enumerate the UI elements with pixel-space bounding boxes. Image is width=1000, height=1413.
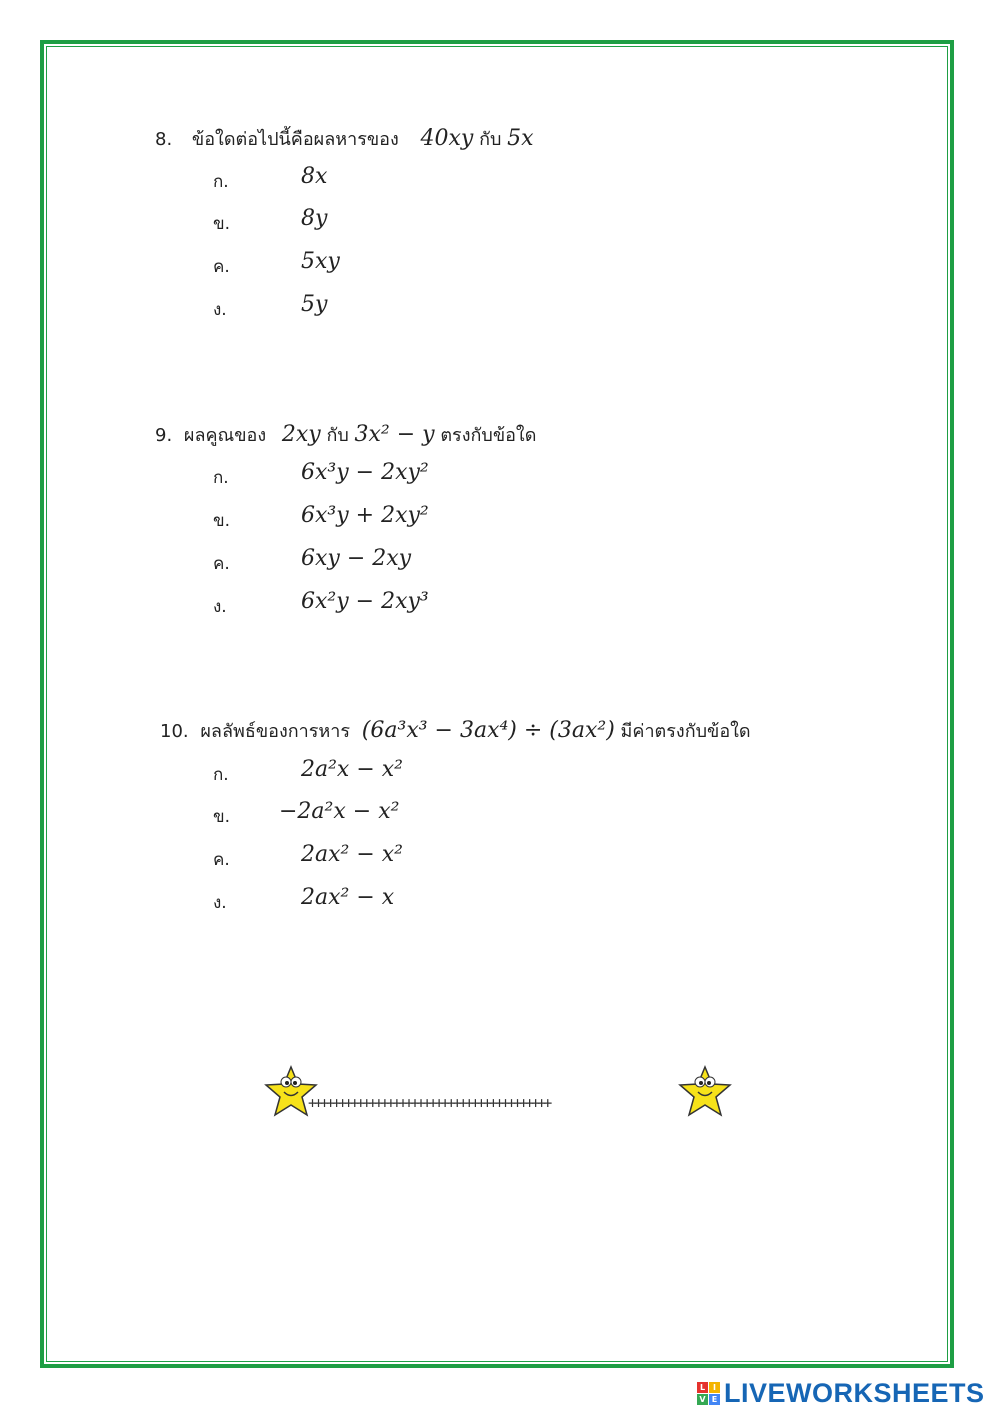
question-number: 9. [155,425,173,446]
math-expression: 3x² − y [354,422,435,447]
page-border-inner [46,46,948,1362]
option-label: ง. [213,300,227,320]
option-label: ก. [213,172,229,192]
option-value: 6x³y + 2xy² [301,503,429,528]
option-label: ข. [213,807,231,827]
option-value: 6x²y − 2xy³ [301,589,429,614]
option-label: ค. [213,257,230,277]
plus-line: ++++++++++++++++++++++++++++++++++++++++ [308,1094,550,1112]
star-icon [678,1065,732,1119]
question-9 [155,420,536,449]
logo-text: LIVEWORKSHEETS [724,1378,985,1408]
option-value: 2ax² − x [301,885,395,910]
option-value: 2ax² − x² [301,842,403,867]
option-value: −2a²x − x² [279,799,400,824]
option-value: 8y [301,206,328,231]
option-value: 5xy [301,249,340,274]
liveworksheets-logo [697,1378,985,1409]
question-prompt: ผลลัพธ์ของการหาร [200,721,351,742]
option-value: 5y [301,292,328,317]
option-value: 6xy − 2xy [301,546,412,571]
math-expression: (6a³x³ − 3ax⁴) ÷ (3ax²) [361,718,615,743]
question-10 [160,716,751,745]
connector-text: กับ [326,425,349,446]
question-suffix: ตรงกับข้อใด [440,425,537,446]
option-value: 8x [301,164,328,189]
math-expression: 5x [507,126,534,151]
option-label: ก. [213,765,229,785]
option-label: ค. [213,850,230,870]
option-label: ข. [213,214,231,234]
connector-text: กับ [479,129,502,150]
logo-mark-cell: E [709,1394,720,1405]
question-8 [155,124,534,153]
question-number: 10. [160,721,189,742]
logo-mark-cell: I [709,1382,720,1393]
logo-mark-cell: V [697,1394,708,1405]
question-prompt: ผลคูณของ [183,425,267,446]
option-label: ค. [213,554,230,574]
option-value: 2a²x − x² [301,757,403,782]
logo-mark-icon [697,1382,720,1405]
question-prompt: ข้อใดต่อไปนี้คือผลหารของ [191,129,399,150]
logo-mark-cell: L [697,1382,708,1393]
math-expression: 2xy [281,422,321,447]
option-label: ข. [213,511,231,531]
option-label: ก. [213,468,229,488]
math-expression: 40xy [420,126,474,151]
option-value: 6x³y − 2xy² [301,460,429,485]
option-label: ง. [213,597,227,617]
star-divider [268,1065,738,1125]
option-label: ง. [213,893,227,913]
question-suffix: มีค่าตรงกับข้อใด [620,721,751,742]
question-number: 8. [155,129,173,150]
